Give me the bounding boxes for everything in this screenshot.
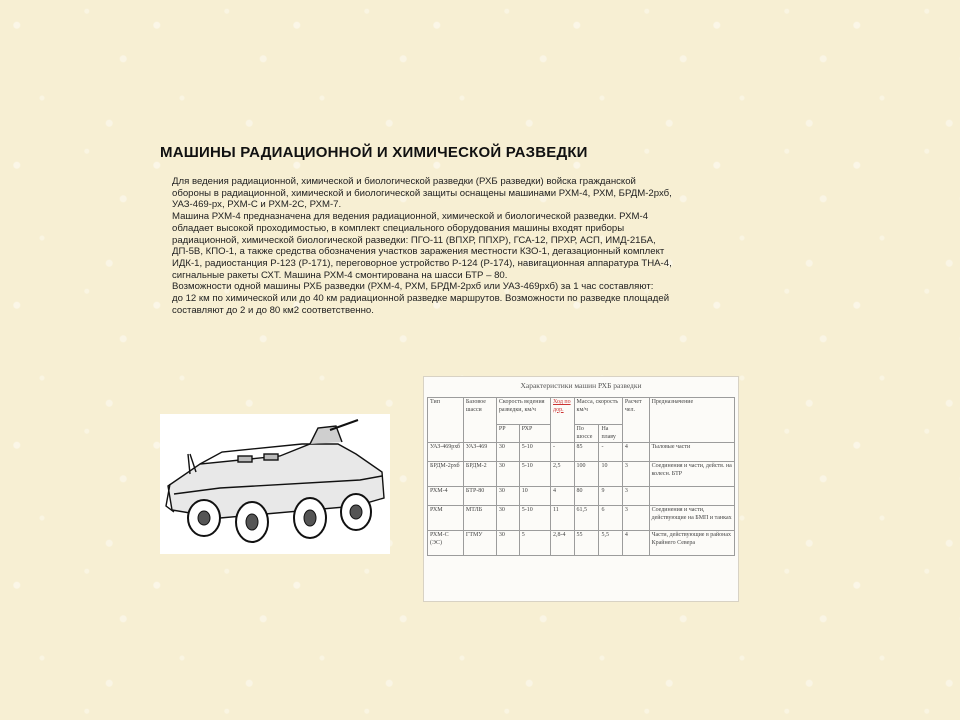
table-caption: Характеристики машин РХБ разведки — [520, 381, 642, 390]
table-cell: 85 — [574, 443, 599, 462]
table-cell: 3 — [622, 462, 649, 487]
table-cell: 5 — [519, 531, 550, 556]
table-cell: 4 — [551, 487, 575, 506]
table-cell: Соединения и части, действующие на БМП и танках — [649, 506, 734, 531]
table-cell: 30 — [496, 443, 519, 462]
table-cell — [649, 487, 734, 506]
table-cell: 61,5 — [574, 506, 599, 531]
table-row — [428, 506, 735, 531]
table-cell: 9 — [599, 487, 622, 506]
table-cell: БРДМ-2рхб — [428, 462, 464, 487]
table-cell: 10 — [519, 487, 550, 506]
table-cell: 100 — [574, 462, 599, 487]
table-cell: 11 — [551, 506, 575, 531]
header-mass: Масса, скорость км/ч — [574, 398, 622, 425]
table-cell: РХМ-С (ЭС) — [428, 531, 464, 556]
table-cell: 80 — [574, 487, 599, 506]
table-cell: ГТМУ — [463, 531, 496, 556]
table-cell: 30 — [496, 462, 519, 487]
table-cell: 2,8-4 — [551, 531, 575, 556]
body-text — [172, 176, 672, 316]
table-cell: 30 — [496, 531, 519, 556]
table-cell: 5-10 — [519, 443, 550, 462]
header-type: Тип — [428, 398, 464, 443]
table-row — [428, 443, 735, 462]
btr-vehicle-drawing — [160, 414, 390, 554]
table-cell: - — [599, 443, 622, 462]
table-cell: УАЗ-469 — [463, 443, 496, 462]
header-speed: Скорость ведения разведки, км/ч — [496, 398, 550, 425]
table-cell: 55 — [574, 531, 599, 556]
table-cell: УАЗ-469рхб — [428, 443, 464, 462]
header-crew: Расчет чел. — [622, 398, 649, 443]
table-cell: Части, действующие в районах Крайнего Севера — [649, 531, 734, 556]
header-speed-rhr: РХР — [519, 425, 550, 443]
page-title: МАШИНЫ РАДИАЦИОННОЙ И ХИМИЧЕСКОЙ РАЗВЕДКИ — [160, 144, 588, 161]
header-purpose: Предназначение — [649, 398, 734, 443]
table-cell: БРДМ-2 — [463, 462, 496, 487]
table-cell: 3 — [622, 487, 649, 506]
header-col4: Ход по дор. — [551, 398, 575, 443]
table-cell: Тыловые части — [649, 443, 734, 462]
table-cell: 5-10 — [519, 506, 550, 531]
table-cell: Соединения и части, действ. на колесн. БТР — [649, 462, 734, 487]
table-cell: 6 — [599, 506, 622, 531]
table-cell: РХМ-4 — [428, 487, 464, 506]
characteristics-table — [427, 397, 735, 556]
table-cell: 5,5 — [599, 531, 622, 556]
paragraph-ranges: до 12 км по химической или до 40 км радиационной разведке маршрутов. Возможности по разведке площадей составляют до 2 и до 80 км2 соответственно. — [172, 293, 670, 316]
header-mass-water: На плаву — [599, 425, 622, 443]
table-cell: 30 — [496, 487, 519, 506]
table-row — [428, 487, 735, 506]
table-cell: 4 — [622, 443, 649, 462]
table-cell: 10 — [599, 462, 622, 487]
table-cell: 4 — [622, 531, 649, 556]
table-cell: БТР-80 — [463, 487, 496, 506]
table-cell: РХМ — [428, 506, 464, 531]
header-mass-road: По шоссе — [574, 425, 599, 443]
table-cell: 2,5 — [551, 462, 575, 487]
paragraph-rhm4: Машина РХМ-4 предназначена для ведения радиационной, химической и биологической разведки. РХМ-4 обладает высокой проходимостью, в комплект специального оборудования машины входят приборы радиационной, химической биологической разведки: ПГО-11 (ВПХР, ППХР), ГСА-12, ПРХР, АСП, ИМД-21БА, ДП-5В, КПО-1, а также средства обозначения участков заражения местности КЗО-1, дегазационный комплект ИДК-1, радиостанция Р-123 (Р-171), переговорное устройство Р-124 (Р-174), навигационная аппаратура ТНА-4, сигнальные ракеты СХТ. Машина РХМ-4 смонтирована на шасси БТР – 80. — [172, 211, 672, 281]
table-cell: 5-10 — [519, 462, 550, 487]
characteristics-table-panel — [423, 376, 739, 602]
table-cell: МТЛБ — [463, 506, 496, 531]
table-row — [428, 462, 735, 487]
table-row — [428, 531, 735, 556]
armored-vehicle-illustration — [160, 414, 390, 554]
header-base: Базовое шасси — [463, 398, 496, 443]
paragraph-intro: Для ведения радиационной, химической и биологической разведки (РХБ разведки) войска гражданской обороны в радиационной, химической и биологической защиты оснащены машинами РХМ-4, РХМ, БРДМ-2рхб, УАЗ-469-рх, РХМ-С и РХМ-2С, РХМ-7. — [172, 176, 672, 211]
table-cell: 30 — [496, 506, 519, 531]
header-speed-rr: РР — [496, 425, 519, 443]
table-cell: - — [551, 443, 575, 462]
paragraph-capabilities: Возможности одной машины РХБ разведки (РХМ-4, РХМ, БРДМ-2рхб или УАЗ-469рхб) за 1 час составляют: — [172, 281, 654, 293]
table-cell: 3 — [622, 506, 649, 531]
